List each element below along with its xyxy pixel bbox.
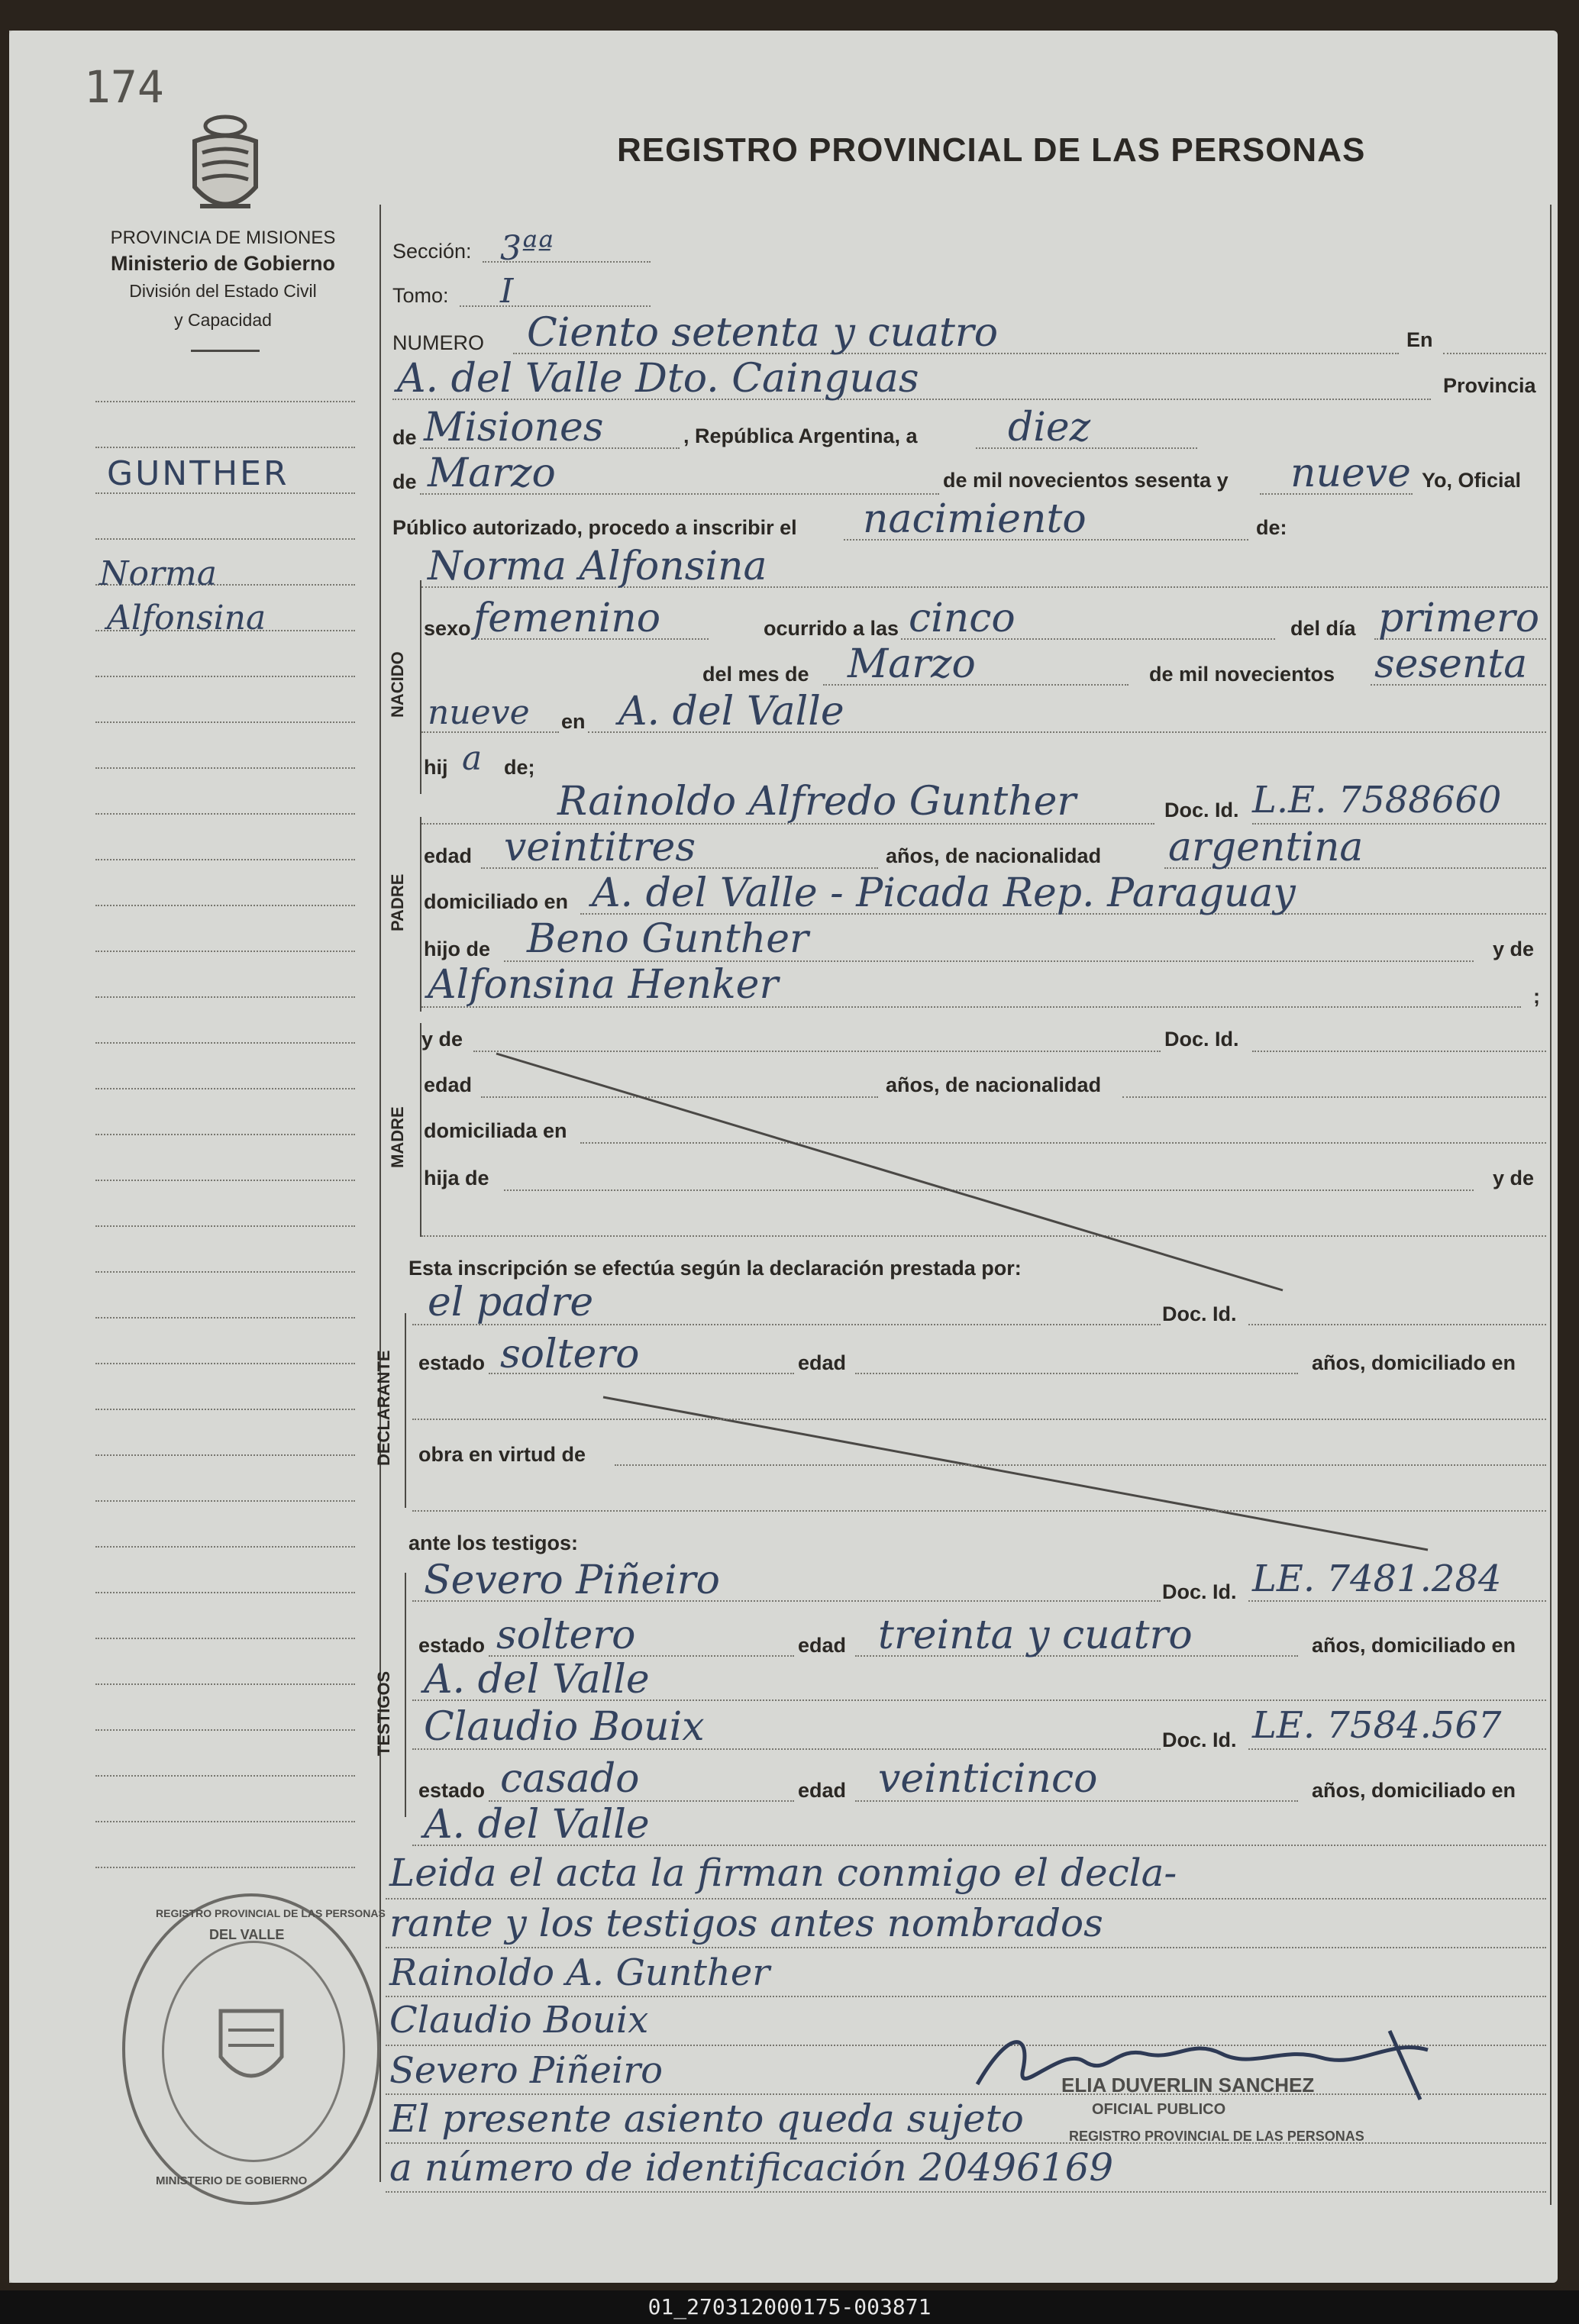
label-seccion: Sección: [392, 240, 472, 263]
label-obra: obra en virtud de [418, 1443, 586, 1466]
official-signature [962, 2016, 1451, 2115]
label-esta-inscripcion: Esta inscripción se efectúa según la declaración prestada por: [408, 1257, 1022, 1280]
label-madre-y-de: y de [421, 1028, 463, 1051]
value-declarante: el padre [428, 1280, 594, 1325]
official-office: REGISTRO PROVINCIAL DE LAS PERSONAS [1069, 2129, 1364, 2144]
margin-name2: Alfonsina [107, 599, 266, 637]
round-seal [122, 1893, 386, 2205]
label-testigo2-edad: edad [798, 1779, 847, 1802]
label-ocurrido: ocurrido a las [764, 617, 899, 640]
value-lugar: A. del Valle Dto. Cainguas [397, 356, 919, 402]
label-ante-testigos: ante los testigos: [408, 1532, 579, 1554]
value-hora: cinco [909, 596, 1016, 641]
label-declarante-edad: edad [798, 1351, 847, 1374]
label-numero: NUMERO [392, 331, 484, 354]
value-nombre: Norma Alfonsina [428, 544, 767, 589]
label-declarante-estado: estado [418, 1351, 486, 1374]
label-madre-anos: años, de nacionalidad [886, 1073, 1102, 1096]
signature-padre: Rainoldo A. Gunther [389, 1951, 770, 1994]
value-dia: diez [1008, 405, 1091, 450]
value-en-nacido: A. del Valle [618, 689, 844, 734]
value-anio-sesenta: sesenta [1374, 641, 1528, 687]
folio-number: 174 [84, 61, 164, 113]
label-padre-anos: años, de nacionalidad [886, 844, 1102, 867]
value-padre-y-de: Alfonsina Henker [428, 962, 779, 1008]
org-province: PROVINCIA DE MISIONES [110, 228, 336, 248]
org-ministry: Ministerio de Gobierno [110, 252, 336, 275]
label-de-2: de [392, 470, 417, 493]
official-name: ELIA DUVERLIN SANCHEZ [1061, 2074, 1315, 2096]
value-hij-a: a [462, 739, 483, 778]
label-de-colon: de: [1256, 516, 1287, 539]
value-del-dia: primero [1378, 596, 1540, 641]
label-padre-hijo-de: hijo de [424, 938, 490, 960]
label-en-nacido: en [561, 710, 586, 733]
label-mil: de mil novecientos sesenta y [943, 469, 1229, 492]
note-line-1: El presente asiento queda sujeto [389, 2096, 1024, 2141]
label-testigo1-edad: edad [798, 1634, 847, 1657]
value-testigo2-estado: casado [500, 1756, 640, 1802]
label-declarante-anos-dom: años, domiciliado en [1312, 1351, 1516, 1374]
closing-line-1: Leida el acta la firman conmigo el decla- [389, 1851, 1177, 1895]
seal-text-bottom: MINISTERIO DE GOBIERNO [156, 2174, 308, 2187]
value-padre-nombre: Rainoldo Alfredo Gunther [557, 779, 1077, 825]
side-label-madre: MADRE [388, 1106, 407, 1168]
label-tomo: Tomo: [392, 284, 449, 307]
label-testigo1-doc: Doc. Id. [1162, 1580, 1237, 1603]
label-madre-edad: edad [424, 1073, 473, 1096]
label-declarante-doc: Doc. Id. [1162, 1302, 1237, 1325]
value-testigo2-doc: LE. 7584.567 [1252, 1704, 1502, 1747]
value-padre-doc: L.E. 7588660 [1252, 779, 1502, 821]
value-testigo1-doc: LE. 7481.284 [1252, 1557, 1502, 1600]
value-testigo1-estado: soltero [496, 1612, 636, 1658]
value-padre-nac: argentina [1168, 825, 1364, 870]
label-padre-dom: domiciliado en [424, 890, 569, 913]
value-tomo: I [500, 272, 514, 311]
label-testigo2-estado: estado [418, 1779, 486, 1802]
org-division: División del Estado Civil [129, 281, 317, 301]
label-semicolon: ; [1533, 985, 1540, 1008]
value-sexo: femenino [473, 596, 661, 641]
label-padre-edad: edad [424, 844, 473, 867]
margin-surname: GUNTHER [107, 454, 289, 493]
margin-name1: Norma [99, 554, 217, 593]
value-acto: nacimiento [863, 496, 1087, 542]
value-padre-hijo-de: Beno Gunther [527, 916, 809, 962]
value-testigo1: Severo Piñeiro [424, 1557, 720, 1603]
signature-testigo2: Claudio Bouix [389, 1999, 649, 2042]
value-testigo1-dom: A. del Valle [424, 1657, 650, 1703]
value-seccion: 3ªª [500, 229, 554, 268]
official-role: OFICIAL PUBLICO [1092, 2101, 1226, 2118]
label-madre-dom: domiciliada en [424, 1119, 567, 1142]
value-testigo2: Claudio Bouix [424, 1704, 705, 1750]
value-padre-dom: A. del Valle - Picada Rep. Paraguay [592, 870, 1296, 916]
seal-text-top: REGISTRO PROVINCIAL DE LAS PERSONAS [156, 1907, 386, 1919]
side-label-padre: PADRE [388, 873, 407, 931]
seal-emblem-icon [205, 1996, 297, 2103]
label-testigo1-anos-dom: años, domiciliado en [1312, 1634, 1516, 1657]
value-testigo2-edad: veinticinco [878, 1756, 1098, 1802]
value-declarante-estado: soltero [500, 1331, 640, 1377]
label-madre-hija-de: hija de [424, 1167, 489, 1189]
label-madre-y-de-2: y de [1493, 1167, 1535, 1189]
value-testigo1-edad: treinta y cuatro [878, 1612, 1193, 1658]
side-label-nacido: NACIDO [388, 651, 407, 718]
value-anio: nueve [1290, 450, 1411, 496]
seal-text-mid: DEL VALLE [209, 1927, 285, 1942]
label-padre-y-de: y de [1493, 938, 1535, 960]
side-label-testigos: TESTIGOS [374, 1670, 393, 1756]
label-republica: , República Argentina, a [683, 424, 918, 447]
label-del-dia: del día [1290, 617, 1356, 640]
side-label-declarante: DECLARANTE [374, 1350, 393, 1466]
label-testigo1-estado: estado [418, 1634, 486, 1657]
note-line-2: a número de identificación 20496169 [389, 2145, 1114, 2190]
label-yo-oficial: Yo, Oficial [1422, 469, 1522, 492]
org-capacity: y Capacidad [174, 310, 272, 330]
value-testigo2-dom: A. del Valle [424, 1802, 650, 1848]
label-padre-doc: Doc. Id. [1164, 799, 1239, 821]
label-hij: hij [424, 756, 448, 779]
value-provincia: Misiones [424, 405, 604, 450]
label-de-semicolon: de; [504, 756, 535, 779]
label-del-mes: del mes de [702, 663, 809, 686]
value-padre-edad: veintitres [504, 825, 696, 870]
value-mes: Marzo [428, 450, 556, 496]
signature-testigo1: Severo Piñeiro [389, 2049, 664, 2092]
label-madre-doc: Doc. Id. [1164, 1028, 1239, 1051]
page-title: REGISTRO PROVINCIAL DE LAS PERSONAS [617, 131, 1366, 169]
value-numero: Ciento setenta y cuatro [527, 310, 999, 356]
label-publico: Público autorizado, procedo a inscribir el [392, 516, 797, 539]
closing-line-2: rante y los testigos antes nombrados [389, 1901, 1103, 1945]
label-provincia: Provincia [1443, 374, 1536, 397]
value-anio-nueve: nueve [428, 693, 530, 732]
label-testigo2-anos-dom: años, domiciliado en [1312, 1779, 1516, 1802]
value-del-mes: Marzo [848, 641, 976, 687]
label-testigo2-doc: Doc. Id. [1162, 1728, 1237, 1751]
label-de-1: de [392, 426, 417, 449]
label-mil-nov: de mil novecientos [1149, 663, 1335, 686]
label-sexo: sexo [424, 617, 471, 640]
label-en: En [1406, 328, 1433, 351]
image-id-footer: 01_270312000175-003871 [0, 2290, 1579, 2324]
